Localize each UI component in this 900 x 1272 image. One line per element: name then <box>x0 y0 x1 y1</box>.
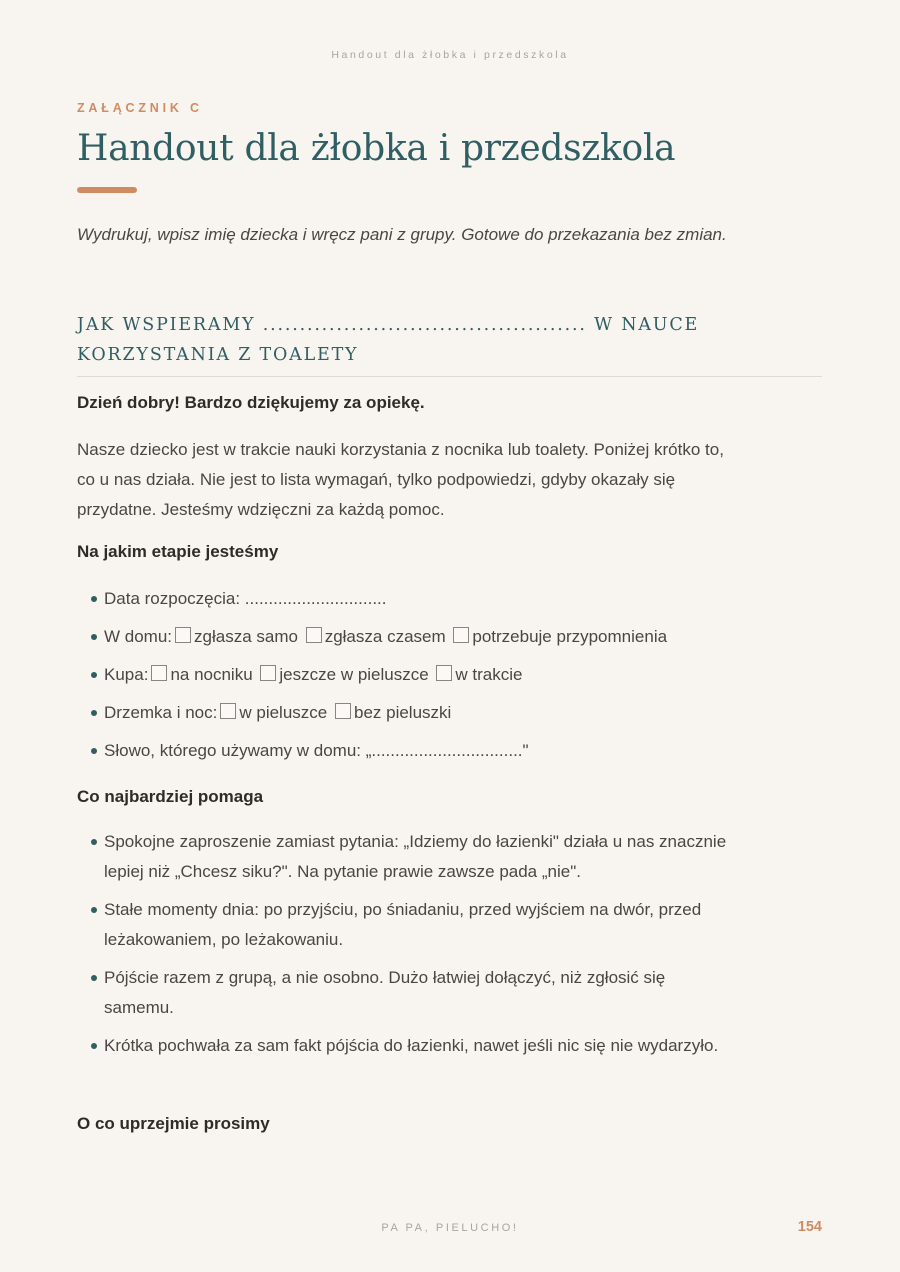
requests-heading: O co uprzejmie prosimy <box>77 1114 270 1133</box>
section-rule <box>77 376 822 377</box>
option-label: w pieluszce <box>239 703 328 722</box>
bullet-icon <box>91 907 97 913</box>
bullet-icon <box>91 839 97 845</box>
poop-label: Kupa: <box>104 665 149 684</box>
section-heading: JAK WSPIERAMY ............................................ W NAUCE KORZYSTANIA Z TOALETY <box>77 315 700 365</box>
checkbox-icon[interactable] <box>220 703 236 719</box>
list-item <box>91 1031 731 1061</box>
checkbox-icon[interactable] <box>260 665 276 681</box>
checkbox-icon[interactable] <box>335 703 351 719</box>
accent-divider <box>77 187 137 193</box>
home-word-line: Słowo, którego używamy w domu: „................................" <box>104 741 529 760</box>
helps-list <box>91 827 731 1069</box>
checkbox-icon[interactable] <box>175 627 191 643</box>
option-label: zgłasza czasem <box>324 627 446 646</box>
list-item <box>91 698 731 728</box>
bullet-icon <box>91 748 97 754</box>
bullet-icon <box>91 672 97 678</box>
list-item-text: Pójście razem z grupą, a nie osobno. Dużo łatwiej dołączyć, niż zgłosić się samemu. <box>104 968 666 1017</box>
option-label: w trakcie <box>455 665 523 684</box>
running-head: Handout dla żłobka i przedszkola <box>331 49 569 61</box>
option-label: na nocniku <box>170 665 253 684</box>
option-label: bez pieluszki <box>353 703 452 722</box>
bullet-icon <box>91 975 97 981</box>
nap-label: Drzemka i noc: <box>104 703 218 722</box>
footer-book-title: PA PA, PIELUCHO! <box>381 1222 519 1234</box>
greeting: Dzień dobry! Bardzo dziękujemy za opiekę. <box>77 393 425 412</box>
bullet-icon <box>91 1043 97 1049</box>
list-item <box>91 895 731 955</box>
list-item-text: Krótka pochwała za sam fakt pójścia do łazienki, nawet jeśli nic się nie wydarzyło. <box>104 1036 719 1055</box>
bullet-icon <box>91 634 97 640</box>
intro-text: Wydrukuj, wpisz imię dziecka i wręcz pani z grupy. Gotowe do przekazania bez zmian. <box>77 225 727 244</box>
list-item-text: Stałe momenty dnia: po przyjściu, po śniadaniu, przed wyjściem na dwór, przed leżakowaniem, po leżakowaniu. <box>104 900 702 949</box>
start-date-line: Data rozpoczęcia: .............................. <box>104 589 387 608</box>
option-label: potrzebuje przypomnienia <box>472 627 668 646</box>
page-number: 154 <box>797 1219 822 1235</box>
checkbox-icon[interactable] <box>453 627 469 643</box>
option-label: zgłasza samo <box>194 627 298 646</box>
option-label: jeszcze w pieluszce <box>279 665 429 684</box>
checkbox-icon[interactable] <box>306 627 322 643</box>
list-item <box>91 827 731 887</box>
checkbox-icon[interactable] <box>436 665 452 681</box>
list-item-text: Spokojne zaproszenie zamiast pytania: „Idziemy do łazienki" działa u nas znacznie lepiej niż „Chcesz siku?". Na pytanie prawie zawsze pada „nie". <box>104 832 727 881</box>
checkbox-icon[interactable] <box>151 665 167 681</box>
stage-heading: Na jakim etapie jesteśmy <box>77 542 279 561</box>
page-title: Handout dla żłobka i przedszkola <box>77 128 676 169</box>
helps-heading: Co najbardziej pomaga <box>77 787 264 806</box>
list-item <box>91 584 731 614</box>
home-label: W domu: <box>104 627 173 646</box>
list-item <box>91 736 731 766</box>
bullet-icon <box>91 710 97 716</box>
stage-list <box>91 584 731 774</box>
intro-paragraph: Nasze dziecko jest w trakcie nauki korzystania z nocnika lub toalety. Poniżej krótko to, co u nas działa. Nie jest to lista wymagań, tylko podpowiedzi, gdyby okazały się przydatne. Jesteśmy wdzięczni za każdą pomoc. <box>77 440 724 519</box>
list-item <box>91 660 731 690</box>
list-item <box>91 963 731 1023</box>
bullet-icon <box>91 596 97 602</box>
list-item <box>91 622 731 652</box>
appendix-label: ZAŁĄCZNIK C <box>77 101 203 115</box>
